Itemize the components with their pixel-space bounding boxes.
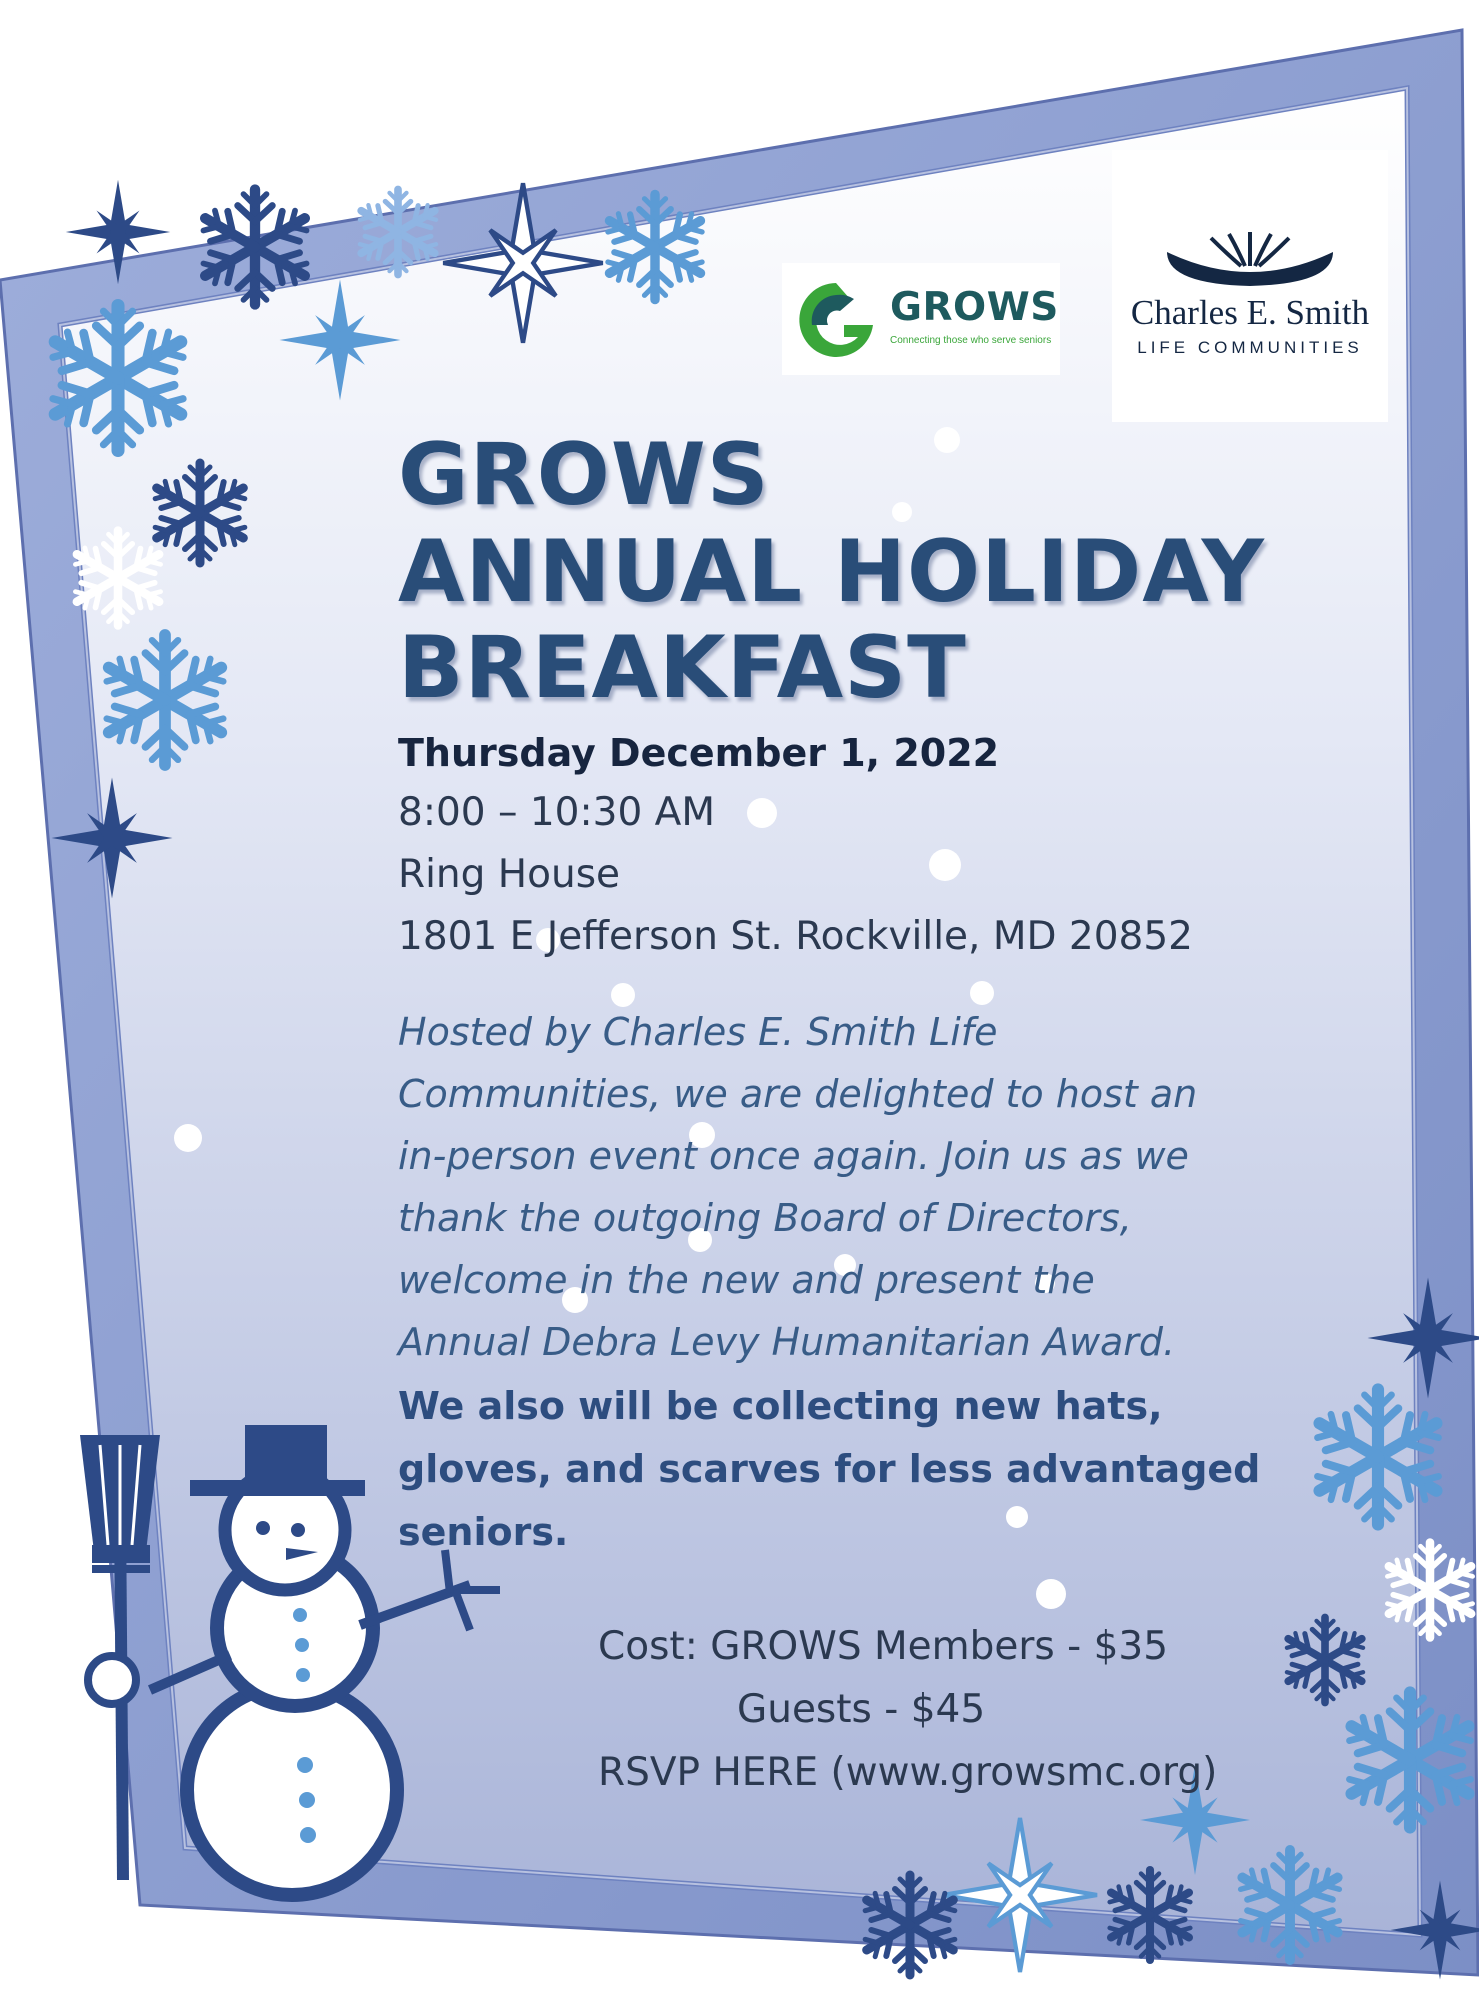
collection-line: gloves, and scarves for less advantaged — [398, 1447, 1261, 1491]
description-line: Annual Debra Levy Humanitarian Award. — [398, 1320, 1176, 1364]
description-line: Communities, we are delighted to host an — [398, 1072, 1198, 1116]
description-line: in-person event once again. Join us as we — [398, 1134, 1189, 1178]
cost-guests: Guests - $45 — [737, 1687, 986, 1732]
description-line: Hosted by Charles E. Smith Life — [398, 1010, 998, 1054]
headline-line-3: BREAKFAST — [398, 618, 967, 718]
rsvp-link[interactable]: RSVP HERE (www.growsmc.org) — [598, 1750, 1218, 1795]
cesmith-logo-name: Charles E. Smith — [1130, 293, 1370, 332]
collection-line: seniors. — [398, 1510, 569, 1554]
headline-line-2: ANNUAL HOLIDAY — [398, 522, 1265, 622]
menorah-bowl-icon — [1165, 230, 1335, 286]
grows-logo-tagline: Connecting those who serve seniors — [890, 335, 1052, 346]
event-date: Thursday December 1, 2022 — [398, 731, 1000, 775]
cost-members: Cost: GROWS Members - $35 — [598, 1624, 1169, 1669]
charles-e-smith-logo — [1112, 150, 1388, 422]
cesmith-logo-subtitle: LIFE COMMUNITIES — [1137, 338, 1363, 357]
event-time: 8:00 – 10:30 AM — [398, 790, 715, 835]
collection-line: We also will be collecting new hats, — [398, 1384, 1163, 1428]
description-line: welcome in the new and present the — [398, 1258, 1095, 1302]
headline-line-1: GROWS — [398, 425, 770, 525]
description-line: thank the outgoing Board of Directors, — [398, 1196, 1132, 1240]
grows-logo-word: GROWS — [890, 285, 1059, 330]
event-address: 1801 E Jefferson St. Rockville, MD 20852 — [398, 914, 1193, 959]
grows-logo — [782, 263, 1060, 375]
grows-g-icon — [788, 277, 884, 363]
event-venue: Ring House — [398, 852, 621, 897]
